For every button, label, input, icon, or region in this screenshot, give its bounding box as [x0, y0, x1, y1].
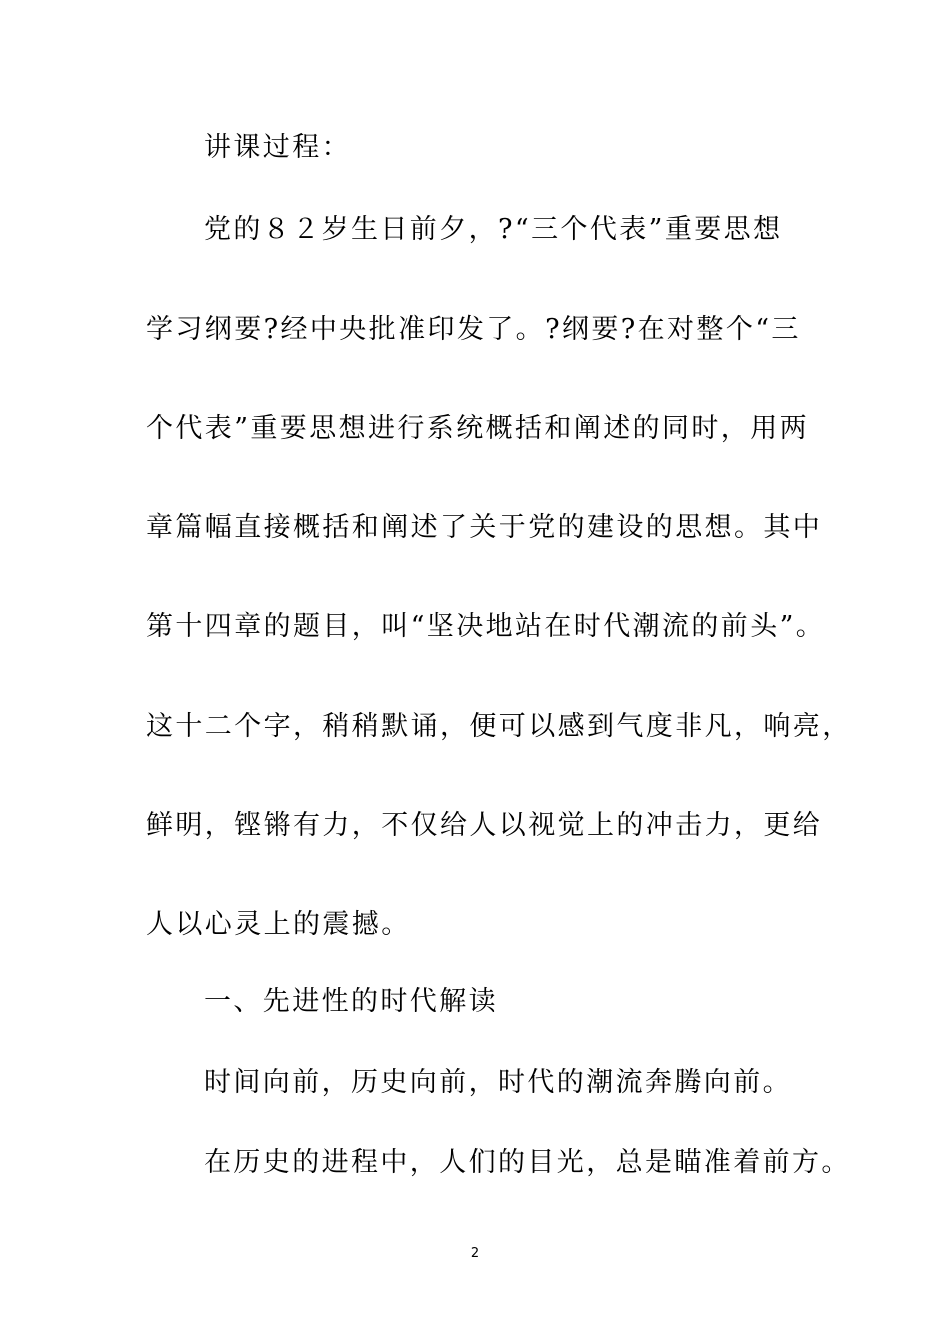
section-1-heading: 一、先进性的时代解读: [204, 986, 498, 1017]
page-number: 2: [470, 1246, 480, 1261]
paragraph-1-line-7: 鲜明，铿锵有力，不仅给人以视觉上的冲击力，更给: [146, 810, 823, 841]
paragraph-1-line-4: 章篇幅直接概括和阐述了关于党的建设的思想。其中: [146, 512, 823, 543]
paragraph-1-line-8: 人以心灵上的震撼。: [146, 909, 411, 940]
heading-lecture-process: 讲课过程：: [204, 132, 351, 163]
paragraph-1-line-2: 学习纲要?经中央批准印发了。?纲要?在对整个“三: [146, 314, 801, 345]
paragraph-1-line-3: 个代表”重要思想进行系统概括和阐述的同时，用两: [146, 413, 810, 444]
paragraph-1-line-6: 这十二个字，稍稍默诵，便可以感到气度非凡，响亮，: [146, 711, 852, 742]
paragraph-3: 在历史的进程中，人们的目光，总是瞄准着前方。: [204, 1147, 851, 1178]
paragraph-1-line-5: 第十四章的题目，叫“坚决地站在时代潮流的前头”。: [146, 611, 826, 642]
paragraph-2: 时间向前，历史向前，时代的潮流奔腾向前。: [204, 1067, 792, 1098]
paragraph-1-line-1: 党的８２岁生日前夕，?“三个代表”重要思想: [204, 214, 783, 245]
